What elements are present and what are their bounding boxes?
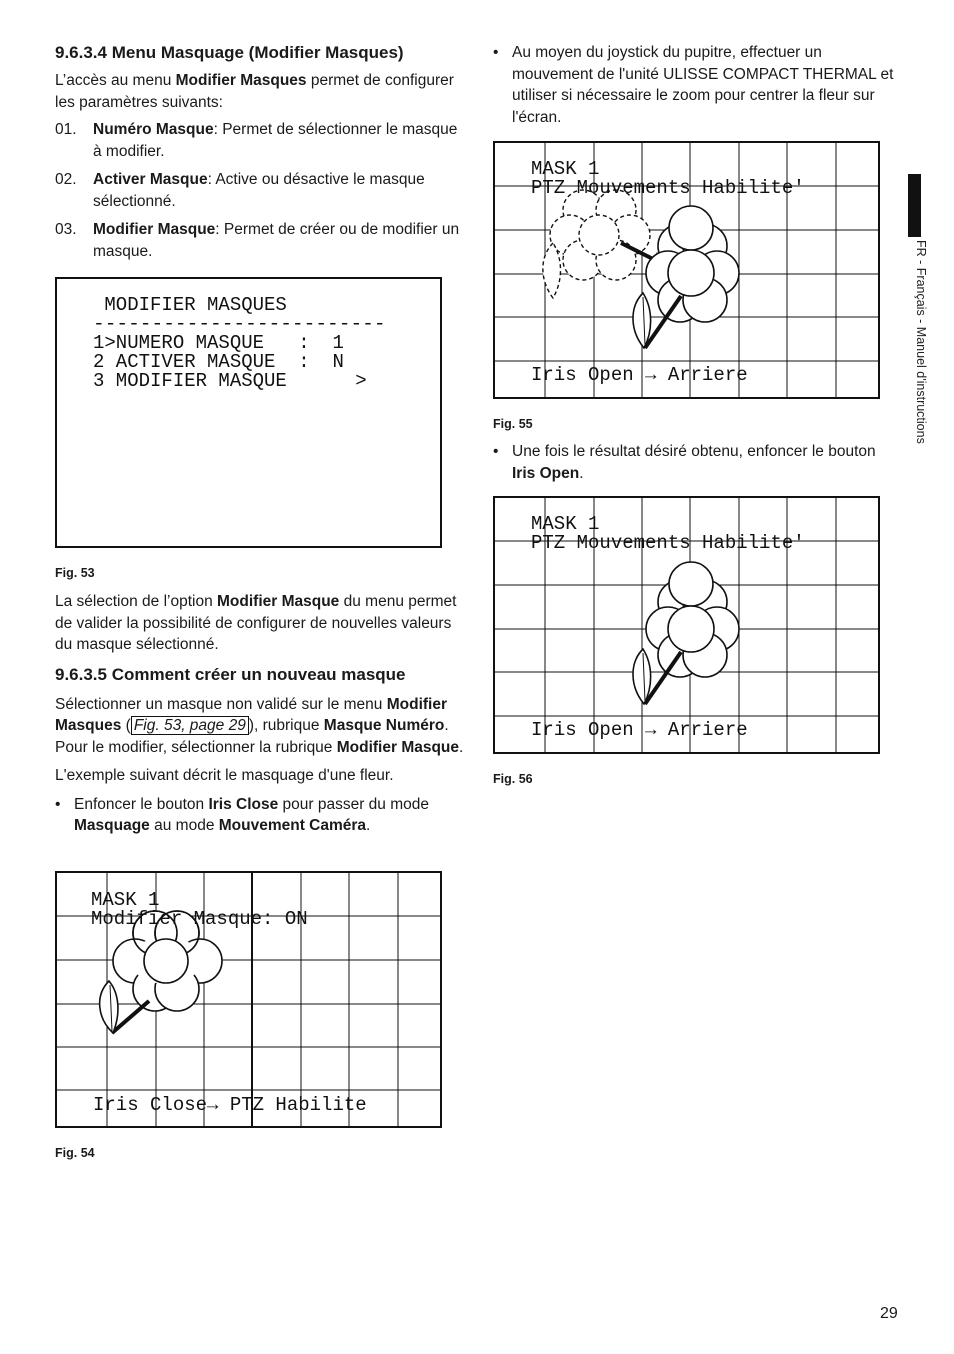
paragraph: La sélection de l’option Modifier Masque du menu permet de valider la possibilité de configurer de nouvelles valeurs du masque sélectionné. — [55, 593, 457, 653]
osd-menu-title: MODIFIER MASQUES — [93, 294, 287, 316]
figure-reference-link[interactable]: Fig. 53, page 29 — [131, 716, 249, 735]
left-column-lower — [55, 591, 465, 837]
osd-menu-item: 3 MODIFIER MASQUE > — [93, 370, 367, 392]
fig55-osd-screen — [493, 141, 880, 399]
left-column — [55, 42, 465, 262]
osd-menu-item: 1>NUMERO MASQUE : 1 — [93, 332, 344, 354]
osd-mask-label: MASK 1 — [531, 158, 600, 180]
bullet-item: • Enfoncer le bouton Iris Close pour passer du mode Masquage au mode Mouvement Caméra. — [55, 795, 430, 834]
section-heading-menu-masquage: 9.6.3.4 Menu Masquage (Modifier Masques) — [55, 43, 404, 62]
osd-footer: Iris Open → Arriere — [531, 719, 748, 741]
fig53-caption: Fig. 53 — [55, 566, 95, 580]
flower-outline-dashed-icon — [543, 190, 650, 298]
right-column-mid — [493, 441, 898, 484]
bullet-item: • Une fois le résultat désiré obtenu, enfoncer le bouton Iris Open. — [493, 443, 876, 482]
osd-status-line: PTZ Mouvements Habilite' — [531, 177, 805, 199]
osd-mask-label: MASK 1 — [531, 513, 600, 535]
osd-status-line: Modifier Masque: ON — [91, 908, 308, 930]
bullet-item: • Au moyen du joystick du pupitre, effectuer un mouvement de l'unité ULISSE COMPACT THERMAL et utiliser si nécessaire le zoom pour centrer la fleur sur l'écran. — [493, 44, 894, 126]
fig56-osd-screen — [493, 496, 880, 754]
fig54-osd-screen — [55, 871, 442, 1128]
osd-footer: Iris Close→ PTZ Habilite — [93, 1094, 367, 1116]
list-item: 03. Modifier Masque: Permet de créer ou de modifier un masque. — [55, 221, 460, 260]
osd-footer: Iris Open → Arriere — [531, 364, 748, 386]
section-heading-nouveau-masque: 9.6.3.5 Comment créer un nouveau masque — [55, 664, 406, 684]
language-tab-marker — [908, 174, 921, 237]
osd-menu-item: 2 ACTIVER MASQUE : N — [93, 351, 344, 373]
flower-icon — [633, 562, 739, 704]
paragraph: L'exemple suivant décrit le masquage d'une fleur. — [55, 767, 394, 784]
fig53-osd-screen — [55, 277, 442, 548]
fig56-caption: Fig. 56 — [493, 772, 533, 786]
fig55-caption: Fig. 55 — [493, 417, 533, 431]
paragraph: Sélectionner un masque non validé sur le menu Modifier Masques ( Fig. 53, page 29 ), rubrique Masque Numéro. Pour le modifier, sélectionner la rubrique Modifier Masque. — [55, 695, 464, 756]
right-column — [493, 42, 898, 128]
list-item: 01. Numéro Masque: Permet de sélectionner le masque à modifier. — [55, 121, 458, 160]
osd-status-line: PTZ Mouvements Habilite' — [531, 532, 805, 554]
osd-menu-divider: ------------------------- — [93, 313, 386, 335]
intro-paragraph: L’accès au menu Modifier Masques permet de configurer les paramètres suivants: — [55, 72, 454, 111]
language-tab-label: FR - Français - Manuel d'instructions — [914, 240, 928, 444]
page-number: 29 — [880, 1305, 898, 1322]
osd-mask-label: MASK 1 — [91, 889, 160, 911]
list-item: 02. Activer Masque: Active ou désactive le masque sélectionné. — [55, 171, 425, 210]
fig54-caption: Fig. 54 — [55, 1146, 95, 1160]
flower-icon — [633, 206, 739, 348]
